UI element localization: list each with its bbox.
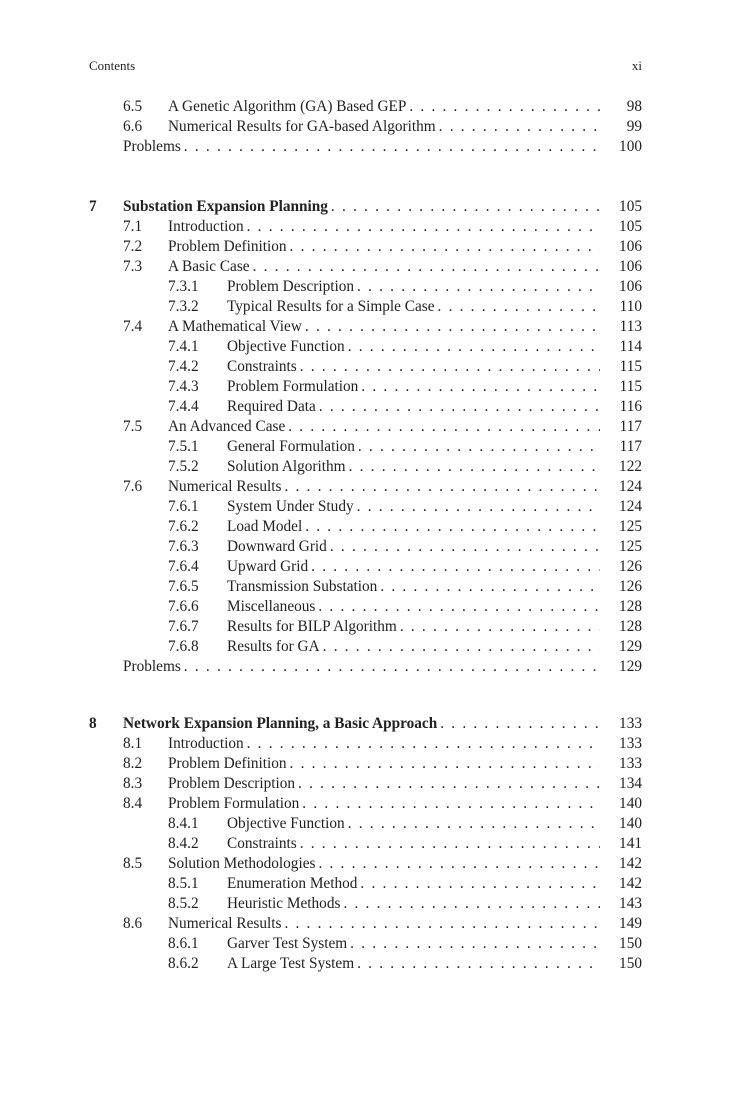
page-reference: 122 (619, 458, 642, 475)
page-reference: 100 (619, 138, 642, 155)
section-number: 7.1 (123, 218, 143, 235)
toc-chapter-entry[interactable] (89, 197, 642, 217)
entry-title-with-leader (227, 814, 600, 834)
entry-title: Problems (123, 138, 181, 155)
toc-entry[interactable] (89, 417, 642, 437)
section-number: 8.5.2 (168, 895, 199, 912)
dot-leader (323, 637, 600, 657)
entry-title-with-leader (168, 257, 600, 277)
page-reference: 140 (619, 795, 642, 812)
section-number: 8.4.2 (168, 835, 199, 852)
page-reference: 142 (619, 855, 642, 872)
entry-title-with-leader (227, 437, 600, 457)
dot-leader (348, 337, 600, 357)
page-reference: 115 (619, 378, 642, 395)
section-number: 7 (89, 198, 97, 215)
dot-leader (360, 874, 600, 894)
toc-entry[interactable] (89, 517, 642, 537)
toc-entry[interactable] (89, 277, 642, 297)
dot-leader (253, 257, 600, 277)
section-number: 7.4.4 (168, 398, 199, 415)
section-number: 7.3 (123, 258, 143, 275)
page-reference: 143 (619, 895, 642, 912)
section-number: 7.2 (123, 238, 143, 255)
toc-entry[interactable] (89, 377, 642, 397)
toc-entry[interactable] (89, 357, 642, 377)
page-reference: 124 (619, 478, 642, 495)
entry-title: Numerical Results (168, 478, 282, 495)
section-number: 8.4.1 (168, 815, 199, 832)
toc-entry[interactable] (89, 497, 642, 517)
dot-leader (298, 774, 600, 794)
page-reference: 115 (619, 358, 642, 375)
section-number: 7.5.1 (168, 438, 199, 455)
entry-title: Problem Formulation (168, 795, 300, 812)
section-number: 8 (89, 715, 97, 732)
dot-leader (358, 437, 600, 457)
entry-title-with-leader (168, 774, 600, 794)
toc-entry[interactable] (89, 914, 642, 934)
toc-entry[interactable] (89, 297, 642, 317)
entry-title-with-leader (227, 337, 600, 357)
entry-title-with-leader (227, 934, 600, 954)
entry-title: Constraints (227, 835, 297, 852)
dot-leader (331, 197, 600, 217)
section-number: 7.4.2 (168, 358, 199, 375)
section-number: 6.5 (123, 98, 143, 115)
dot-leader (247, 217, 600, 237)
running-header-title: Contents (89, 58, 136, 73)
page-reference: 150 (619, 935, 642, 952)
toc-entry[interactable] (89, 794, 642, 814)
page-reference: 133 (619, 755, 642, 772)
toc-entry[interactable] (89, 477, 642, 497)
page-reference: 141 (619, 835, 642, 852)
dot-leader (300, 834, 600, 854)
dot-leader (357, 497, 600, 517)
toc-entry[interactable] (89, 557, 642, 577)
entry-title: Problem Formulation (227, 378, 359, 395)
toc-entry[interactable] (89, 397, 642, 417)
entry-title-with-leader (227, 517, 600, 537)
toc-entry[interactable] (89, 97, 642, 117)
dot-leader (247, 734, 600, 754)
entry-title-with-leader (123, 137, 600, 157)
section-number: 8.5.1 (168, 875, 199, 892)
dot-leader (311, 557, 600, 577)
entry-title: Load Model (227, 518, 303, 535)
page-reference: 133 (619, 715, 642, 732)
dot-leader (400, 617, 600, 637)
page-reference: 113 (619, 318, 642, 335)
entry-title: Solution Algorithm (227, 458, 346, 475)
section-number: 8.1 (123, 735, 143, 752)
entry-title: A Large Test System (227, 955, 355, 972)
toc-entry[interactable] (89, 577, 642, 597)
page-reference: 150 (619, 955, 642, 972)
entry-title: Objective Function (227, 815, 345, 832)
page-reference: 98 (626, 98, 642, 115)
entry-title-with-leader (123, 657, 600, 677)
entry-title: Numerical Results for GA-based Algorithm (168, 118, 436, 135)
page-reference: 99 (626, 118, 642, 135)
toc-entry[interactable] (89, 217, 642, 237)
entry-title-with-leader (227, 557, 600, 577)
entry-title-with-leader (227, 894, 600, 914)
toc-entry[interactable] (89, 934, 642, 954)
toc-entry[interactable] (89, 954, 642, 974)
page-reference: 117 (619, 438, 642, 455)
entry-title: Results for GA (227, 638, 320, 655)
entry-title: Problems (123, 658, 181, 675)
page-reference: 106 (619, 278, 642, 295)
section-number: 7.6.8 (168, 638, 199, 655)
entry-title-with-leader (123, 714, 600, 734)
toc-entry[interactable] (89, 834, 642, 854)
section-number: 7.6.4 (168, 558, 199, 575)
entry-title-with-leader (168, 217, 600, 237)
entry-title-with-leader (227, 497, 600, 517)
dot-leader (319, 397, 600, 417)
entry-title-with-leader (168, 854, 600, 874)
entry-title: System Under Study (227, 498, 354, 515)
entry-title: Required Data (227, 398, 316, 415)
dot-leader (350, 934, 600, 954)
dot-leader (343, 894, 600, 914)
entry-title-with-leader (227, 277, 600, 297)
section-number: 7.3.2 (168, 298, 199, 315)
section-number: 8.4 (123, 795, 143, 812)
section-number: 7.5 (123, 418, 143, 435)
toc-entry[interactable] (89, 734, 642, 754)
page-reference: 149 (619, 915, 642, 932)
dot-leader (184, 657, 600, 677)
page-reference: 116 (619, 398, 642, 415)
page-number: xi (631, 58, 642, 73)
dot-leader (380, 577, 600, 597)
page-reference: 124 (619, 498, 642, 515)
dot-leader (357, 954, 600, 974)
dot-leader (330, 537, 600, 557)
entry-title: Problem Description (227, 278, 355, 295)
toc-entry[interactable] (89, 894, 642, 914)
entry-title-with-leader (227, 297, 600, 317)
dot-leader (349, 457, 600, 477)
entry-title-with-leader (123, 197, 600, 217)
toc-entry[interactable] (89, 597, 642, 617)
entry-title: Heuristic Methods (227, 895, 341, 912)
page-reference: 117 (619, 418, 642, 435)
page-reference: 140 (619, 815, 642, 832)
section-number: 6.6 (123, 118, 143, 135)
dot-leader (284, 477, 600, 497)
dot-leader (290, 237, 600, 257)
toc-chapter-block (89, 197, 642, 677)
entry-title: A Basic Case (168, 258, 250, 275)
entry-title-with-leader (168, 477, 600, 497)
entry-title: Solution Methodologies (168, 855, 316, 872)
entry-title: Transmission Substation (227, 578, 378, 595)
dot-leader (300, 357, 600, 377)
page-reference: 142 (619, 875, 642, 892)
page-reference: 105 (619, 198, 642, 215)
section-number: 7.6.3 (168, 538, 199, 555)
section-number: 7.4.1 (168, 338, 199, 355)
toc-entry[interactable] (89, 117, 642, 137)
entry-title-with-leader (168, 734, 600, 754)
entry-title: Miscellaneous (227, 598, 316, 615)
section-number: 7.5.2 (168, 458, 199, 475)
section-number: 7.6.1 (168, 498, 199, 515)
section-number: 7.4.3 (168, 378, 199, 395)
toc-entry[interactable] (89, 437, 642, 457)
toc-entry[interactable] (89, 854, 642, 874)
page-reference: 128 (619, 618, 642, 635)
section-number: 7.6.5 (168, 578, 199, 595)
toc-problems-entry[interactable] (89, 137, 642, 157)
toc-entry[interactable] (89, 754, 642, 774)
page-reference: 125 (619, 518, 642, 535)
entry-title-with-leader (168, 117, 600, 137)
entry-title-with-leader (227, 834, 600, 854)
dot-leader (318, 597, 600, 617)
toc-entry[interactable] (89, 617, 642, 637)
entry-title-with-leader (227, 637, 600, 657)
entry-title: Introduction (168, 735, 244, 752)
page-reference: 129 (619, 658, 642, 675)
section-number: 7.6 (123, 478, 143, 495)
entry-title-with-leader (227, 357, 600, 377)
running-header (89, 58, 642, 76)
toc-entry[interactable] (89, 317, 642, 337)
section-number: 7.6.2 (168, 518, 199, 535)
dot-leader (357, 277, 600, 297)
entry-title: Upward Grid (227, 558, 309, 575)
dot-leader (409, 97, 600, 117)
toc-entry[interactable] (89, 337, 642, 357)
entry-title-with-leader (227, 537, 600, 557)
section-number: 8.5 (123, 855, 143, 872)
entry-title-with-leader (227, 457, 600, 477)
dot-leader (318, 854, 600, 874)
toc-entry[interactable] (89, 237, 642, 257)
page-reference: 105 (619, 218, 642, 235)
section-number: 7.4 (123, 318, 143, 335)
section-number: 7.6.7 (168, 618, 199, 635)
dot-leader (438, 297, 600, 317)
entry-title-with-leader (227, 874, 600, 894)
entry-title-with-leader (168, 794, 600, 814)
section-number: 8.6 (123, 915, 143, 932)
dot-leader (440, 714, 600, 734)
entry-title: Typical Results for a Simple Case (227, 298, 435, 315)
entry-title: General Formulation (227, 438, 355, 455)
entry-title-with-leader (168, 97, 600, 117)
entry-title: Downward Grid (227, 538, 327, 555)
entry-title-with-leader (227, 577, 600, 597)
entry-title: Garver Test System (227, 935, 348, 952)
dot-leader (288, 417, 600, 437)
page-reference: 114 (619, 338, 642, 355)
toc-chapter-block (89, 714, 642, 974)
dot-leader (284, 914, 600, 934)
toc-continuation-block (89, 97, 642, 157)
toc-entry[interactable] (89, 874, 642, 894)
page-reference: 129 (619, 638, 642, 655)
entry-title: Network Expansion Planning, a Basic Approach (123, 715, 438, 732)
entry-title-with-leader (227, 617, 600, 637)
page-reference: 106 (619, 258, 642, 275)
toc-entry[interactable] (89, 814, 642, 834)
toc-entry[interactable] (89, 457, 642, 477)
entry-title-with-leader (168, 914, 600, 934)
section-number: 8.3 (123, 775, 143, 792)
dot-leader (305, 517, 600, 537)
entry-title-with-leader (227, 597, 600, 617)
section-number: 8.2 (123, 755, 143, 772)
section-number: 7.3.1 (168, 278, 199, 295)
toc-entry[interactable] (89, 637, 642, 657)
section-number: 8.6.2 (168, 955, 199, 972)
entry-title: Problem Definition (168, 755, 287, 772)
page-reference: 133 (619, 735, 642, 752)
section-number: 7.6.6 (168, 598, 199, 615)
dot-leader (361, 377, 600, 397)
dot-leader (348, 814, 600, 834)
page-reference: 126 (619, 578, 642, 595)
section-number: 8.6.1 (168, 935, 199, 952)
dot-leader (305, 317, 600, 337)
page-reference: 125 (619, 538, 642, 555)
entry-title: Enumeration Method (227, 875, 358, 892)
entry-title: An Advanced Case (168, 418, 286, 435)
toc-entry[interactable] (89, 257, 642, 277)
page-reference: 126 (619, 558, 642, 575)
entry-title: Substation Expansion Planning (123, 198, 328, 215)
entry-title-with-leader (168, 317, 600, 337)
dot-leader (439, 117, 600, 137)
entry-title: Results for BILP Algorithm (227, 618, 397, 635)
entry-title-with-leader (168, 417, 600, 437)
dot-leader (290, 754, 600, 774)
entry-title-with-leader (227, 397, 600, 417)
entry-title: Constraints (227, 358, 297, 375)
entry-title: Objective Function (227, 338, 345, 355)
toc-entry[interactable] (89, 537, 642, 557)
dot-leader (302, 794, 600, 814)
page-reference: 106 (619, 238, 642, 255)
entry-title-with-leader (227, 954, 600, 974)
page-reference: 134 (619, 775, 642, 792)
entry-title: Problem Description (168, 775, 296, 792)
toc-entry[interactable] (89, 774, 642, 794)
entry-title: Numerical Results (168, 915, 282, 932)
entry-title-with-leader (168, 237, 600, 257)
dot-leader (184, 137, 600, 157)
entry-title: A Mathematical View (168, 318, 302, 335)
page-reference: 128 (619, 598, 642, 615)
toc-chapter-entry[interactable] (89, 714, 642, 734)
entry-title-with-leader (227, 377, 600, 397)
entry-title: Introduction (168, 218, 244, 235)
page-reference: 110 (619, 298, 642, 315)
toc-problems-entry[interactable] (89, 657, 642, 677)
entry-title: Problem Definition (168, 238, 287, 255)
entry-title-with-leader (168, 754, 600, 774)
entry-title: A Genetic Algorithm (GA) Based GEP (168, 98, 407, 115)
